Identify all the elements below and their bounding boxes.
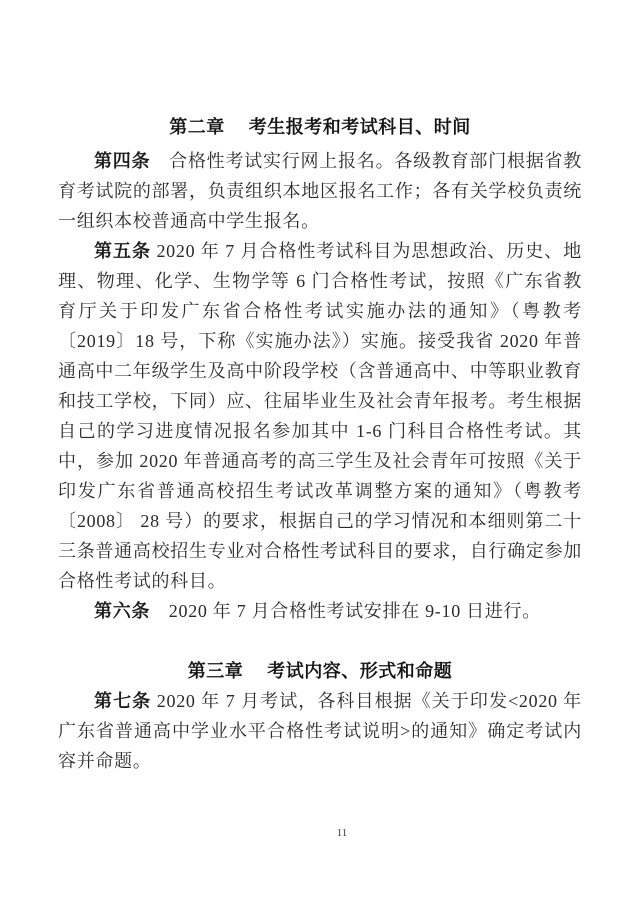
article-7-number: 第七条 [94,691,152,711]
article-7-text: 2020 年 7 月考试，各科目根据《关于印发<2020 年广东省普通高中学业水平合格性考试说明>的通知》确定考试内容并命题。 [58,691,582,771]
chapter-3-heading: 第三章 考试内容、形式和命题 [187,661,453,681]
page-number: 11 [336,827,348,839]
article-7-paragraph [58,686,582,776]
document-content [58,112,582,776]
article-5-text: 2020 年 7 月合格性考试科目为思想政治、历史、地理、物理、化学、生物学等 6 门合格性考试，按照《广东省教育厅关于印发广东省合格性考试实施办法的通知》（粤教考〔2019〕18 号，下称《实施办法》）实施。接受我省 2020 年普通高中二年级学生及高中阶段学校（含普通高中、中等职业教育和技工学校，下同）应、往届毕业生及社会青年报考。考生根据自己的学习进度情况报名参加其中 1-6 门科目合格性考试。其中，参加 2020 年普通高考的高三学生及社会青年可按照《关于印发广东省普通高校招生考试改革调整方案的通知》（粤教考〔2008〕 28 号）的要求，根据自己的学习情况和本细则第二十三条普通高校招生专业对合格性考试科目的要求，自行确定参加合格性考试的科目。 [58,241,582,591]
article-4-text: 合格性考试实行网上报名。各级教育部门根据省教育考试院的部署，负责组织本地区报名工作；各有关学校负责统一组织本校普通高中学生报名。 [58,151,582,231]
chapter-2-heading: 第二章 考生报考和考试科目、时间 [169,117,471,137]
article-4-number: 第四条 [94,151,151,171]
article-6-paragraph [58,596,582,626]
article-4-paragraph [58,146,582,236]
article-6-number: 第六条 [94,601,151,621]
article-5-paragraph [58,236,582,596]
article-6-text: 2020 年 7 月合格性考试安排在 9-10 日进行。 [150,601,541,621]
article-5-number: 第五条 [94,241,151,261]
